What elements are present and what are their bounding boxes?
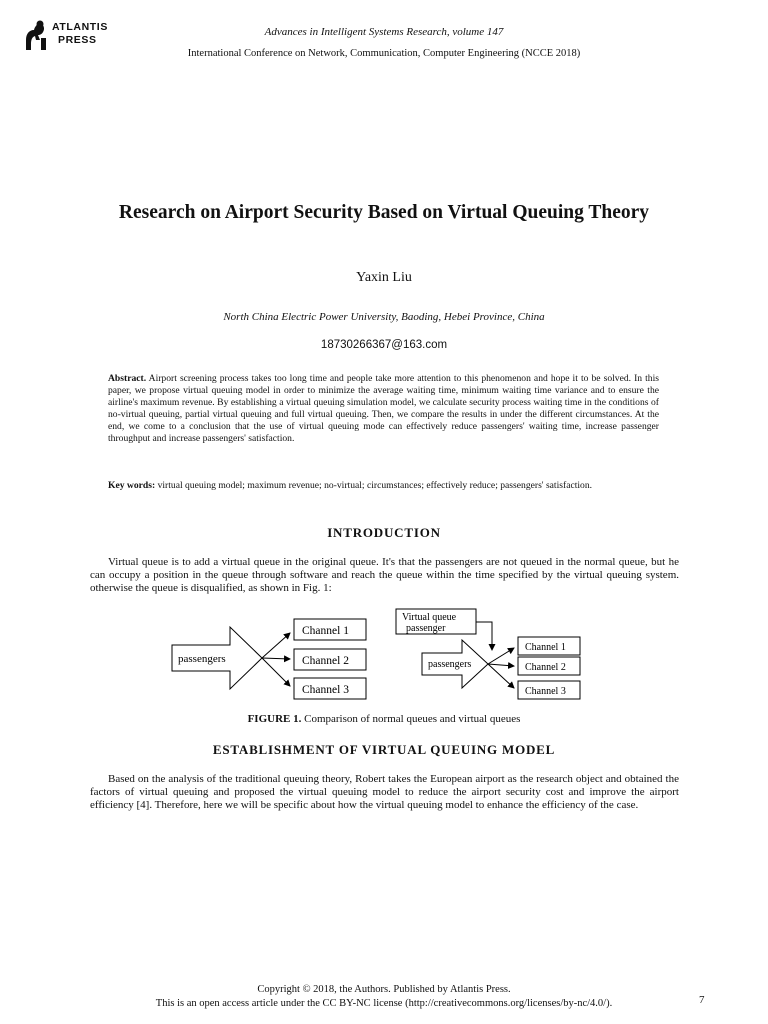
copyright-notice: Copyright © 2018, the Authors. Published by Atlantis Press.: [257, 984, 511, 995]
figure-1-diagram: [170, 606, 590, 702]
keywords-label: Key words:: [108, 480, 156, 491]
abstract-text: Airport screening process takes too long time and people take more attention to this phenomenon and hope it to be solved. In this paper, we propose virtual queuing model in order to minimize the average waiting time, minimum waiting time variance and to ensure the airline's maximum revenue. By establishing a virtual queuing simulation model, we calculate security process waiting time in the conditions of no-virtual queuing, partial virtual queuing and full virtual queuing. Then, we compare the results in under the different circumstances. At the end, we come to a conclusion that the use of virtual queuing mode can effectively reduce passengers' waiting time, increase passenger throughput and increase passengers' satisfaction.: [108, 373, 659, 445]
author-email: 18730266367@163.com: [320, 339, 448, 351]
figure-1-caption: [0, 713, 768, 725]
right-channel-2-label: Channel 2: [525, 662, 566, 673]
license-notice: This is an open access article under the CC BY-NC license (http://creativecommons.org/licenses/by-nc/4.0/).: [155, 998, 613, 1009]
introduction-heading: INTRODUCTION: [327, 525, 441, 540]
right-channel-3-label: Channel 3: [525, 686, 566, 697]
virtual-queue-label-line-2: passenger: [406, 623, 446, 634]
left-channel-2-label: Channel 2: [302, 655, 349, 667]
left-arrow-to-channel-1: [262, 633, 290, 658]
introduction-paragraph: Virtual queue is to add a virtual queue in the original queue. It's that the passengers are not queued in the normal queue, but he can occupy a position in the queue through software and reach the queue within the time specified by the virtual queuing system. otherwise the queue is disqualified, as shown in Fig. 1:: [90, 556, 679, 595]
abstract: [108, 373, 659, 446]
logo-line-2: PRESS: [58, 34, 97, 46]
keywords: [108, 480, 659, 492]
logo-line-1: ATLANTIS: [52, 21, 108, 33]
paper-title: Research on Airport Security Based on Virtual Queuing Theory: [118, 202, 650, 223]
left-passengers-label: passengers: [178, 653, 226, 665]
author-affiliation: North China Electric Power University, Baoding, Hebei Province, China: [223, 311, 545, 323]
model-paragraph: Based on the analysis of the traditional queuing theory, Robert takes the European airport as the research object and obtained the factors of virtual queuing and proposed the virtual queuing model to reduce the airport security cost and improve the airport efficiency [4]. Therefore, here we will be specific about how the virtual queuing model to enhance the efficiency of the case.: [90, 773, 679, 812]
normal-queue-diagram: [172, 619, 366, 699]
left-arrow-to-channel-2: [262, 658, 290, 659]
paper-author: Yaxin Liu: [356, 270, 412, 285]
figure-caption-text: Comparison of normal queues and virtual queues: [301, 713, 521, 725]
model-heading: ESTABLISHMENT OF VIRTUAL QUEUING MODEL: [212, 742, 556, 757]
conference-name: International Conference on Network, Communication, Computer Engineering (NCCE 2018): [187, 48, 581, 59]
page-number: 7: [699, 994, 705, 1006]
right-passengers-label: passengers: [428, 659, 472, 670]
virtual-queue-label-line-1: Virtual queue: [402, 612, 457, 623]
right-arrow-to-channel-3: [488, 664, 514, 688]
right-arrow-to-channel-2: [488, 664, 514, 666]
right-channel-1-label: Channel 1: [525, 642, 566, 653]
left-channel-1-label: Channel 1: [302, 625, 349, 637]
right-arrow-to-channel-1: [488, 648, 514, 664]
journal-name: Advances in Intelligent Systems Research, volume 147: [264, 26, 504, 38]
abstract-label: Abstract.: [108, 373, 147, 384]
figure-caption-label: FIGURE 1.: [247, 713, 302, 725]
left-arrow-to-channel-3: [262, 658, 290, 686]
keywords-text: virtual queuing model; maximum revenue; no-virtual; circumstances; effectively reduce; passengers' satisfaction.: [155, 480, 593, 491]
left-channel-3-label: Channel 3: [302, 684, 349, 696]
virtual-queue-connector: [476, 622, 492, 650]
virtual-queue-diagram: [396, 609, 580, 699]
